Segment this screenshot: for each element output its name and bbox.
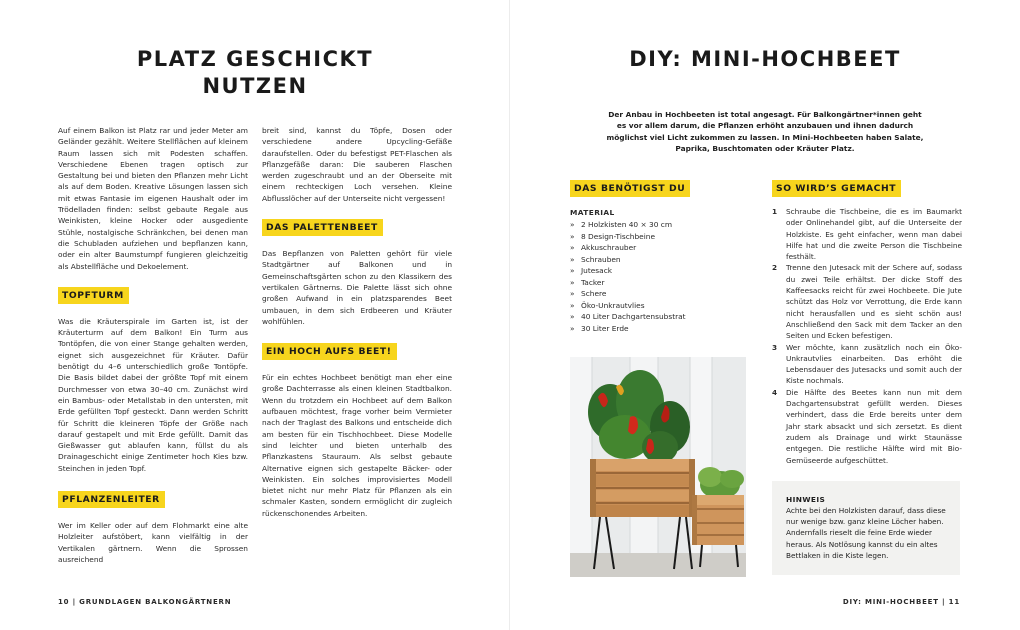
materials-column xyxy=(570,180,746,334)
material-item: » 8 Design-Tischbeine xyxy=(570,231,746,243)
step-text: Trenne den Jutesack mit der Schere auf, sodass du zwei Teile erhältst. Der dicke Stoff des Kaffeesacks reicht für zwei Hochbeete. Die Jute schützt das Holz vor Verrottung, die Erde kann nicht herausfallen und es sieht schön aus! Anschließend den Sack mit dem Tacker an den Seiten und Ecken befestigen. xyxy=(786,263,962,341)
material-item: » 2 Holzkisten 40 × 30 cm xyxy=(570,219,746,231)
right-page xyxy=(510,0,1020,630)
left-page-title xyxy=(90,46,420,100)
material-item: » 30 Liter Erde xyxy=(570,323,746,335)
hochbeet-photo-illustration xyxy=(570,357,746,577)
material-item: » Jutesack xyxy=(570,265,746,277)
step-item xyxy=(772,206,962,262)
step-number: 3 xyxy=(772,342,778,352)
left-title-line1: PLATZ GESCHICKT xyxy=(136,47,374,71)
step-number: 4 xyxy=(772,387,778,397)
steps-heading: SO WIRD’S GEMACHT xyxy=(772,180,901,197)
right-footer: DIY: MINI-HOCHBEET | 11 xyxy=(842,598,960,606)
material-item: » Tacker xyxy=(570,277,746,289)
tip-heading: HINWEIS xyxy=(786,495,826,504)
pflanzenleiter-text: Wer im Keller oder auf dem Flohmarkt eine alte Holzleiter aufstöbert, kann vielfältig in der Vertikalen gärtnern. Wenn die Sprossen ausreichend xyxy=(58,521,248,564)
left-footer: 10 | GRUNDLAGEN BALKONGÄRTNERN xyxy=(58,598,232,606)
hochbeet-photo xyxy=(570,357,746,577)
step-text: Die Hälfte des Beetes kann nun mit dem Dachgartensubstrat gefüllt werden. Dieses verhindert, dass die Erde bereits unter dem Jahr stark absackt und sich zersetzt. Es dient zudem als Drainage und wirkt Staunässe entgegen. Die restliche Hälfte wird mit Bio-Gemüseerde aufgeschüttet. xyxy=(786,387,962,465)
tip-box xyxy=(772,481,960,575)
steps-list xyxy=(772,206,962,466)
topfturm-heading: TOPFTURM xyxy=(58,287,129,304)
palettenbeet-text: Das Bepflanzen von Paletten gehört für viele Stadtgärtner auf Balkonen und in Gemeinschaftsgärten schon zu den Klassikern des vertikalen Gärtnerns. Die Palette lässt sich ohne großen Aufwand in ein platzsparendes Beet umbauen, in dem sich Erdbeeren und Kräuter wohlfühlen. xyxy=(262,249,452,326)
right-intro: Der Anbau in Hochbeeten ist total angesagt. Für Balkongärtner*innen geht es vor allem darum, die Pflanzen erhöht anzubauen und ihnen dadurch möglichst viel Licht zukommen zu lassen. In Mini-Hochbeeten haben Salate, Paprika, Buschtomaten oder Kräuter Platz. xyxy=(606,110,924,154)
intro-paragraph: Auf einem Balkon ist Platz rar und jeder Meter am Geländer gezählt. Weitere Stellflächen auf kleinem Raum lassen sich mit Podesten schaffen. Verschiedene Ebenen tragen optisch zur Gestaltung bei und bieten den Pflanzen mehr Licht als auf dem Boden. Kreative Lösungen lassen sich mit etwas Fantasie im eigenen Haushalt oder im Trödelladen finden: selbst gebaute Regale aus Weinkisten, kleine Hocker oder ausgediente Stühle, nostalgische Schränkchen, bei denen man die Schubladen aufziehen und bepflanzen kann, oder ein alter Baumstumpf fungieren gleichzeitig als Abstellfläche und Dekoelement. xyxy=(58,126,248,271)
step-text: Wer möchte, kann zusätzlich noch ein Öko-Unkrautvlies einarbeiten. Das erhöht die Lebensdauer des Jutesacks und somit auch der Kiste nochmals. xyxy=(786,342,962,386)
material-item: » Öko-Unkrautvlies xyxy=(570,300,746,312)
right-page-title: DIY: MINI-HOCHBEET xyxy=(629,47,901,71)
materials-list xyxy=(570,219,746,334)
pflanzenleiter-heading: PFLANZENLEITER xyxy=(58,491,165,508)
step-item xyxy=(772,387,962,466)
column2-top-text: breit sind, kannst du Töpfe, Dosen oder verschiedene andere Upcycling-Gefäße daraufstellen. Oder du befestigst PET-Flaschen als Pflanzgefäße daran: Die sauberen Flaschen werden zugeschraubt und an der Oberseite mit einem rechteckigen Loch versehen. Kleine Abflusslöcher auf der Unterseite nicht vergessen! xyxy=(262,126,452,203)
left-title-line2: NUTZEN xyxy=(202,74,308,98)
step-item xyxy=(772,262,962,341)
material-item: » Akkuschrauber xyxy=(570,242,746,254)
material-item: » 40 Liter Dachgartensubstrat xyxy=(570,311,746,323)
hochbeet-text: Für ein echtes Hochbeet benötigt man eher eine große Dachterrasse als einen kleinen Stadtbalkon. Wenn du trotzdem ein Hochbeet auf dem Balkon aufbauen möchtest, frage vorher beim Vermieter nach der Traglast des Balkons und entscheide dich am besten für ein Tischhochbeet. Diese Modelle sind leichter und bieten unterhalb des Pflanzkastens Stauraum. Als selbst gebaute Alternative eignen sich gestapelte Bäcker- oder Weinkisten. Ein solches improvisiertes Modell bietet nicht nur mehr Platz für Pflanzen als ein schmaler Kasten, sondern ermöglicht dir zugleich rückenschonendes Arbeiten. xyxy=(262,373,452,518)
material-item: » Schere xyxy=(570,288,746,300)
materials-heading: DAS BENÖTIGST DU xyxy=(570,180,690,197)
hochbeet-heading: EIN HOCH AUFS BEET! xyxy=(262,343,397,360)
steps-column xyxy=(772,180,962,466)
step-text: Schraube die Tischbeine, die es im Baumarkt oder Onlinehandel gibt, auf die Unterseite der Holzkiste. Es geht einfacher, wenn man dabei Hilfe hat und die zweite Person die Tischbeine festhält. xyxy=(786,207,962,262)
step-item xyxy=(772,342,962,387)
tip-text: Achte bei den Holzkisten darauf, dass diese nur wenige bzw. ganz kleine Löcher haben. Andernfalls rieselt die feine Erde wieder heraus. Als Notlösung kannst du ein altes Bettlaken in die Kiste legen. xyxy=(786,506,946,560)
palettenbeet-heading: DAS PALETTENBEET xyxy=(262,219,383,236)
materials-label: MATERIAL xyxy=(570,208,615,217)
step-number: 2 xyxy=(772,263,778,273)
left-column-1 xyxy=(58,125,248,565)
step-number: 1 xyxy=(772,207,778,216)
material-item: » Schrauben xyxy=(570,254,746,266)
left-column-2 xyxy=(262,125,452,519)
topfturm-text: Was die Kräuterspirale im Garten ist, ist der Kräuterturm auf dem Balkon! Ein Turm aus Tontöpfen, die von einer Stange gehalten werden, eignet sich ausgezeichnet für Kräuter. Dafür benötigt du 4–6 unterschiedlich große Tontöpfe. Die Basis bildet dabei der größte Topf mit einem Durchmesser von etwa 30–40 cm. Zunächst wird ein Bambus- oder Metallstab in den untersten, mit Erde gefüllten Topf gesteckt. Dann werden Schritt für Schritt die kleineren Töpfe der Größe nach darauf gestapelt und mit Erde gefüllt. Damit das Gießwasser gut ablaufen kann, füllst du als Drainageschicht einige Zentimeter hoch Kies bzw. Steinchen in jeden Topf. xyxy=(58,316,248,473)
